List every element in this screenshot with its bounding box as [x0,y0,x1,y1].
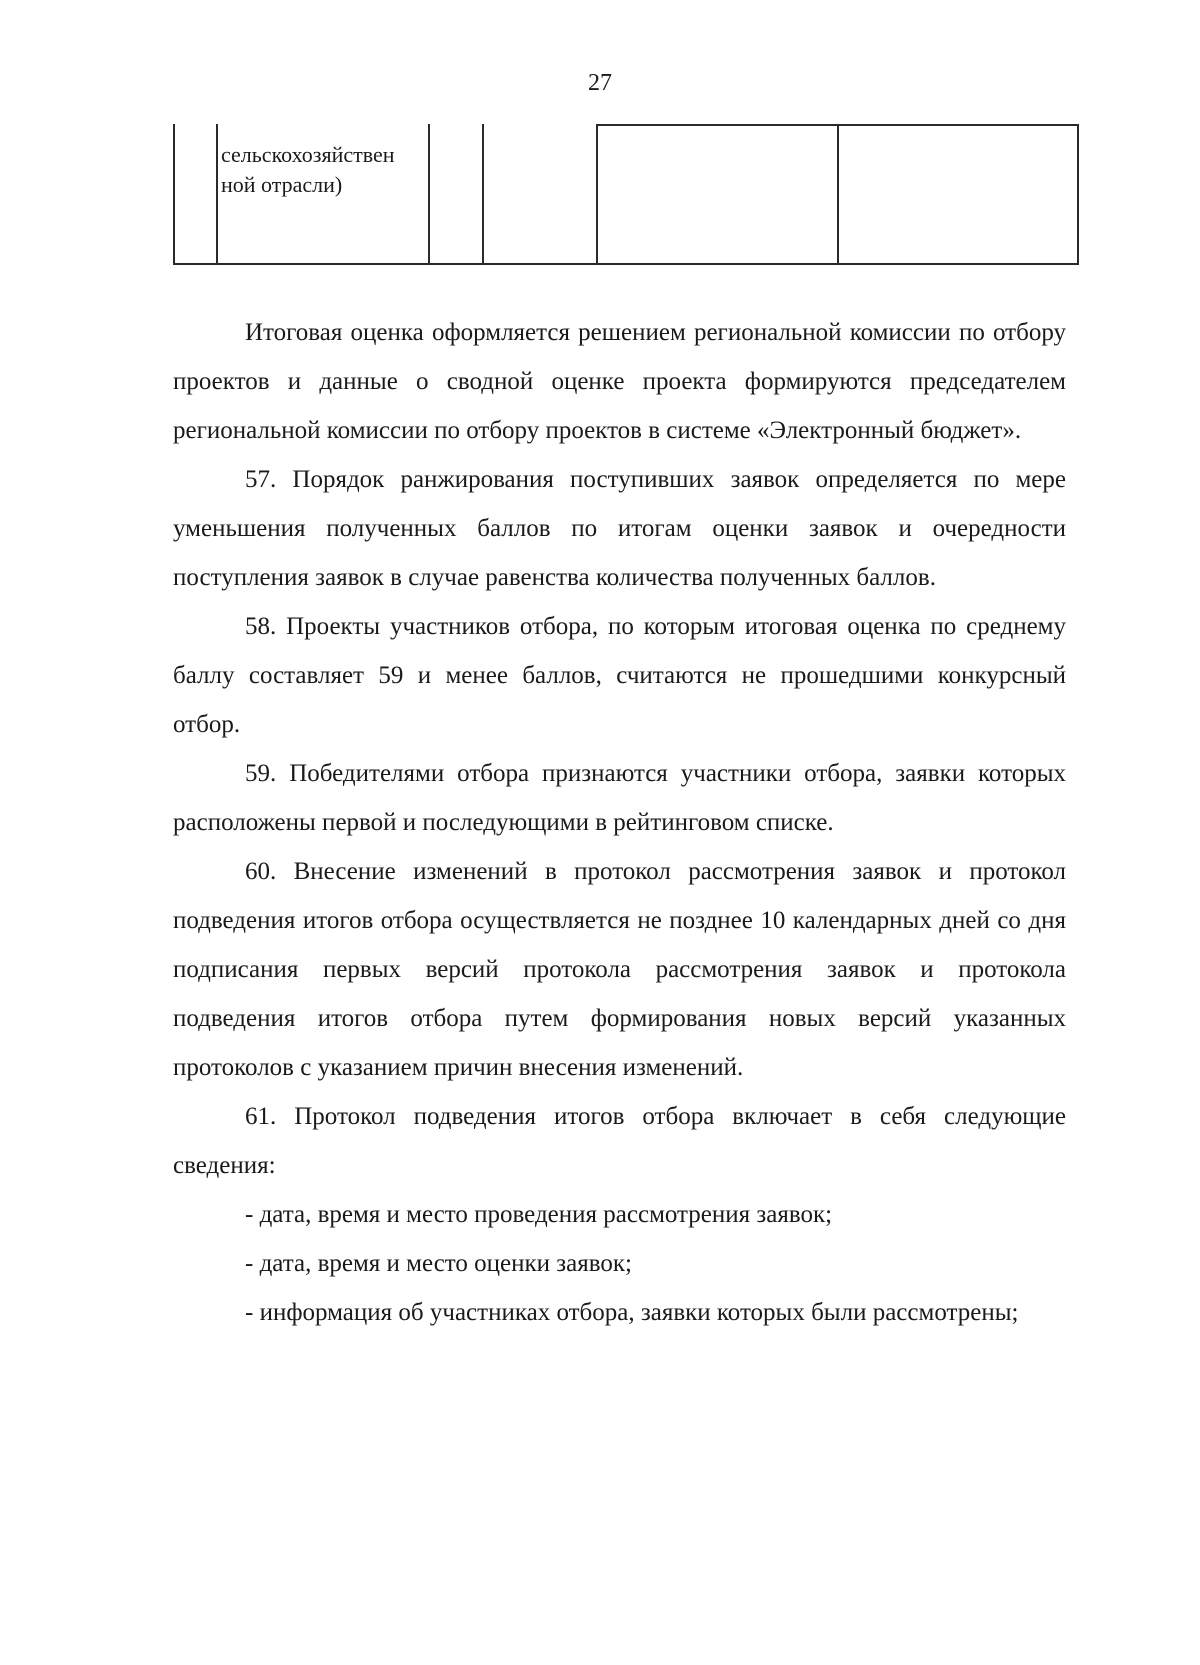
table-fragment [173,124,1079,265]
table-col-line-6 [837,124,839,265]
paragraph-60: 60. Внесение изменений в протокол рассмотрения заявок и протокол подведения итогов отбора осуществляется не позднее 10 календарных дней со дня подписания первых версий протокола рассмотрения заявок и протокола подведения итогов отбора путем формирования новых версий указанных протоколов с указанием причин внесения изменений. [173,858,1066,1081]
paragraph-61: 61. Протокол подведения итогов отбора включает в себя следующие сведения: [173,1103,1066,1179]
list-item: - дата, время и место оценки заявок; [245,1250,632,1277]
table-col-line-7 [1077,124,1079,265]
page-number: 27 [588,70,612,96]
table-cell-line: ной отрасли) [221,172,343,197]
list-item: - дата, время и место проведения рассмотрения заявок; [245,1201,833,1228]
paragraph-58: 58. Проекты участников отбора, по которым итоговая оценка по среднему баллу составляет 59 и менее баллов, считаются не прошедшими конкурсный отбор. [173,613,1066,738]
table-bottom-border [173,263,1079,265]
table-cell-text [221,140,431,200]
document-body [173,308,1066,1337]
paragraph-59: 59. Победителями отбора признаются участники отбора, заявки которых расположены первой и последующими в рейтинговом списке. [173,760,1066,836]
table-col-line-1 [173,124,175,265]
table-col-line-5 [596,124,598,265]
paragraph-57: 57. Порядок ранжирования поступивших заявок определяется по мере уменьшения полученных баллов по итогам оценки заявок и очередности поступления заявок в случае равенства количества полученных баллов. [173,466,1066,591]
table-col-line-4 [482,124,484,265]
table-col-line-2 [216,124,218,265]
list-item: - информация об участниках отбора, заявки которых были рассмотрены; [245,1299,1019,1326]
table-cell-line: сельскохозяйствен [221,142,395,167]
paragraph-final-assessment: Итоговая оценка оформляется решением региональной комиссии по отбору проектов и данные о сводной оценке проекта формируются председателем региональной комиссии по отбору проектов в системе «Электронный бюджет». [173,319,1066,444]
